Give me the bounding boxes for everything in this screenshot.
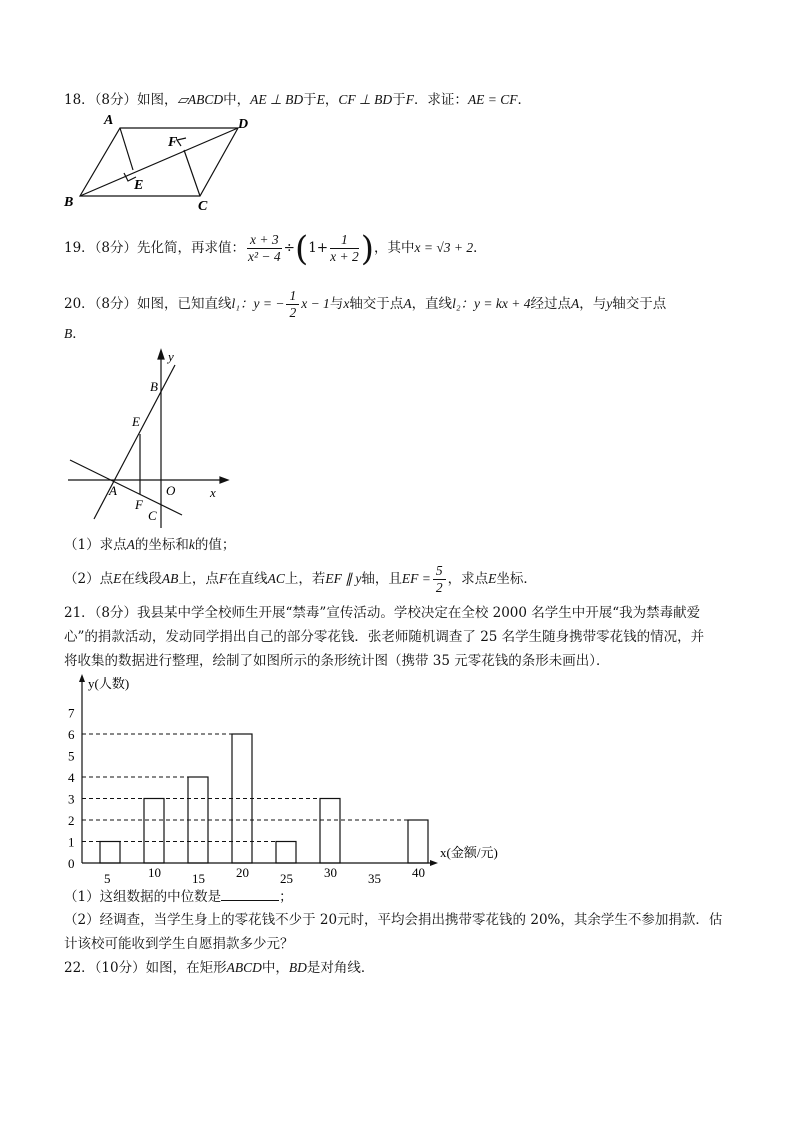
- x-tick-label: 30: [324, 865, 337, 880]
- q20-label-O: O: [166, 483, 176, 498]
- x-tick-label: 15: [192, 871, 205, 886]
- y-tick-label: 7: [68, 705, 75, 721]
- bar: [232, 734, 252, 863]
- y-tick-label: 1: [68, 834, 75, 850]
- x-tick-label: 5: [104, 871, 111, 886]
- q21-line2: 心”的捐款活动，发动同学捐出自己的部分零花钱．张老师随机调查了 25 名学生随身携带零花钱的情况，并: [64, 629, 705, 645]
- y-tick-label: 5: [68, 748, 75, 764]
- x-axis-label: x(金额/元): [440, 845, 498, 860]
- q18-label-E: E: [134, 178, 144, 193]
- q18-label-D: D: [238, 117, 249, 132]
- y-tick-label: 4: [68, 770, 75, 785]
- q20-sub1: （1）求点A的坐标和k的值；: [64, 537, 236, 553]
- answer-blank[interactable]: [221, 886, 279, 901]
- q21-sub2a: （2）经调查，当学生身上的零花钱不少于 20元时，平均会捐出携带零花钱的 20%，其余学生不参加捐款．估: [64, 912, 723, 928]
- q20-label-x: x: [210, 485, 216, 500]
- q20-label-C: C: [148, 508, 157, 523]
- y-tick-label: 6: [68, 727, 75, 742]
- x-tick-label: 20: [236, 865, 249, 880]
- q20-label-A: A: [109, 483, 117, 498]
- q20-label-E: E: [132, 414, 140, 429]
- x-tick-label: 35: [368, 871, 381, 886]
- q18-label-F: F: [168, 135, 178, 150]
- q20-sub2: （2）点E在线段AB上，点F在直线AC上，若EF ∥ y轴，且EF = $\frac{5}{2}$ ，求点E坐标．: [64, 563, 537, 595]
- y-axis-label: y(人数): [88, 676, 130, 691]
- bar: [320, 799, 340, 864]
- q21-sub1: （1）这组数据的中位数是 ；: [64, 886, 293, 907]
- x-tick-label: 40: [412, 865, 425, 880]
- x-tick-label: 10: [148, 865, 161, 880]
- q20-text-2: B．: [64, 326, 86, 342]
- q18-label-C: C: [198, 199, 208, 214]
- bar: [408, 820, 428, 863]
- q21-line3: 将收集的数据进行整理，绘制了如图所示的条形统计图（携带 35 元零花钱的条形未画出）．: [64, 653, 610, 669]
- q20-label-B: B: [150, 379, 158, 394]
- bar: [100, 842, 120, 864]
- y-tick-label: 3: [68, 791, 75, 807]
- q18-text: 18．（8分）如图，▱ABCD中，AE ⊥ BD于E，CF ⊥ BD于F．求证：AE = CF．: [64, 92, 532, 108]
- q19-text: 19．（8分）先化简，再求值： $\frac{x + 3}{\text{x² − 4}}$ ÷(1+ $\frac{1}{x + 2}$ )，其中x = √3 + 2．: [64, 228, 487, 269]
- y-axis-arrow: [79, 674, 85, 682]
- bar: [144, 799, 164, 864]
- y-tick-label: 0: [68, 856, 75, 871]
- q18-parallelogram-figure: [60, 110, 260, 215]
- x-tick-label: 25: [280, 871, 293, 886]
- q21-bar-chart: [60, 672, 540, 887]
- q20-coordinate-figure: [60, 345, 240, 530]
- q18-label-A: A: [104, 113, 114, 128]
- x-axis-arrow: [430, 860, 438, 866]
- q22-text: 22．（10分）如图，在矩形ABCD中，BD是对角线．: [64, 960, 375, 976]
- q20-text-1: 20．（8分）如图，已知直线l₁：y = − $\frac{1}{2}$ x − 1与x轴交于点A，直线l₂：y = kx + 4经过点A，与y轴交于点: [64, 288, 667, 320]
- bar: [276, 842, 296, 864]
- q20-label-y: y: [168, 349, 174, 364]
- y-tick-label: 2: [68, 813, 75, 828]
- q20-label-F: F: [135, 497, 143, 512]
- q21-sub2b: 计该校可能收到学生自愿捐款多少元？: [64, 936, 294, 952]
- q18-label-B: B: [64, 195, 74, 210]
- q21-line1: 21．（8分）我县某中学全校师生开展“禁毒”宣传活动。学校决定在全校 2000 名学生中开展“我为禁毒献爱: [64, 605, 701, 621]
